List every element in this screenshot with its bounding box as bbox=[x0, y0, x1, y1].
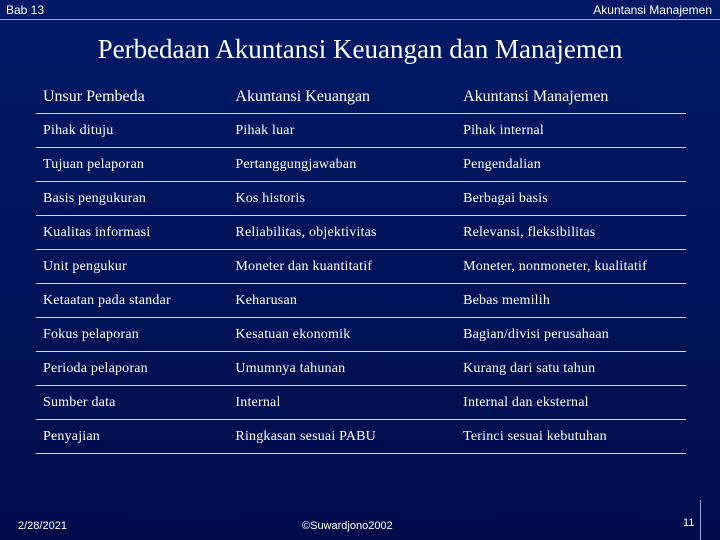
course-label: Akuntansi Manajemen bbox=[593, 3, 712, 17]
table-cell: Pihak dituju bbox=[36, 114, 228, 148]
table-cell: Pihak internal bbox=[456, 114, 686, 148]
table-cell: Kos historis bbox=[228, 182, 456, 216]
comparison-table bbox=[36, 80, 686, 454]
table-cell: Basis pengukuran bbox=[36, 182, 228, 216]
table-row bbox=[36, 352, 686, 386]
table-cell: Penyajian bbox=[36, 420, 228, 454]
table-row bbox=[36, 284, 686, 318]
table-cell: Pihak luar bbox=[228, 114, 456, 148]
table-row bbox=[36, 148, 686, 182]
table-cell: Kesatuan ekonomik bbox=[228, 318, 456, 352]
table-cell: Kurang dari satu tahun bbox=[456, 352, 686, 386]
table-cell: Berbagai basis bbox=[456, 182, 686, 216]
table-row bbox=[36, 114, 686, 148]
table-cell: Keharusan bbox=[228, 284, 456, 318]
table-row bbox=[36, 182, 686, 216]
slide-title: Perbedaan Akuntansi Keuangan dan Manajemen bbox=[97, 34, 623, 64]
table-cell: Umumnya tahunan bbox=[228, 352, 456, 386]
footer-author: ©Suwardjono2002 bbox=[302, 520, 393, 532]
table-cell: Fokus pelaporan bbox=[36, 318, 228, 352]
table-cell: Internal dan eksternal bbox=[456, 386, 686, 420]
chapter-label: Bab 13 bbox=[6, 3, 45, 17]
table-cell: Relevansi, fleksibilitas bbox=[456, 216, 686, 250]
column-header: Akuntansi Keuangan bbox=[228, 80, 456, 114]
table-row bbox=[36, 216, 686, 250]
table-cell: Sumber data bbox=[36, 386, 228, 420]
table-row bbox=[36, 386, 686, 420]
slide-header bbox=[0, 0, 720, 20]
table-cell: Moneter, nonmoneter, kualitatif bbox=[456, 250, 686, 284]
table-cell: Bebas memilih bbox=[456, 284, 686, 318]
table-header-row bbox=[36, 80, 686, 114]
table-row bbox=[36, 420, 686, 454]
table-cell: Terinci sesuai kebutuhan bbox=[456, 420, 686, 454]
table-cell: Ketaatan pada standar bbox=[36, 284, 228, 318]
page-number: 11 bbox=[683, 517, 695, 529]
table-row bbox=[36, 250, 686, 284]
table-row bbox=[36, 318, 686, 352]
column-header: Akuntansi Manajemen bbox=[456, 80, 686, 114]
table-cell: Pertanggungjawaban bbox=[228, 148, 456, 182]
table-cell: Bagian/divisi perusahaan bbox=[456, 318, 686, 352]
table-cell: Moneter dan kuantitatif bbox=[228, 250, 456, 284]
column-header: Unsur Pembeda bbox=[36, 80, 228, 114]
table-cell: Ringkasan sesuai PABU bbox=[228, 420, 456, 454]
table-cell: Internal bbox=[228, 386, 456, 420]
footer-divider bbox=[700, 500, 701, 540]
table-cell: Kualitas informasi bbox=[36, 216, 228, 250]
footer-date: 2/28/2021 bbox=[18, 520, 67, 532]
table-cell: Perioda pelaporan bbox=[36, 352, 228, 386]
table-cell: Tujuan pelaporan bbox=[36, 148, 228, 182]
header-divider bbox=[0, 19, 720, 20]
table-cell: Unit pengukur bbox=[36, 250, 228, 284]
table-cell: Reliabilitas, objektivitas bbox=[228, 216, 456, 250]
table-cell: Pengendalian bbox=[456, 148, 686, 182]
